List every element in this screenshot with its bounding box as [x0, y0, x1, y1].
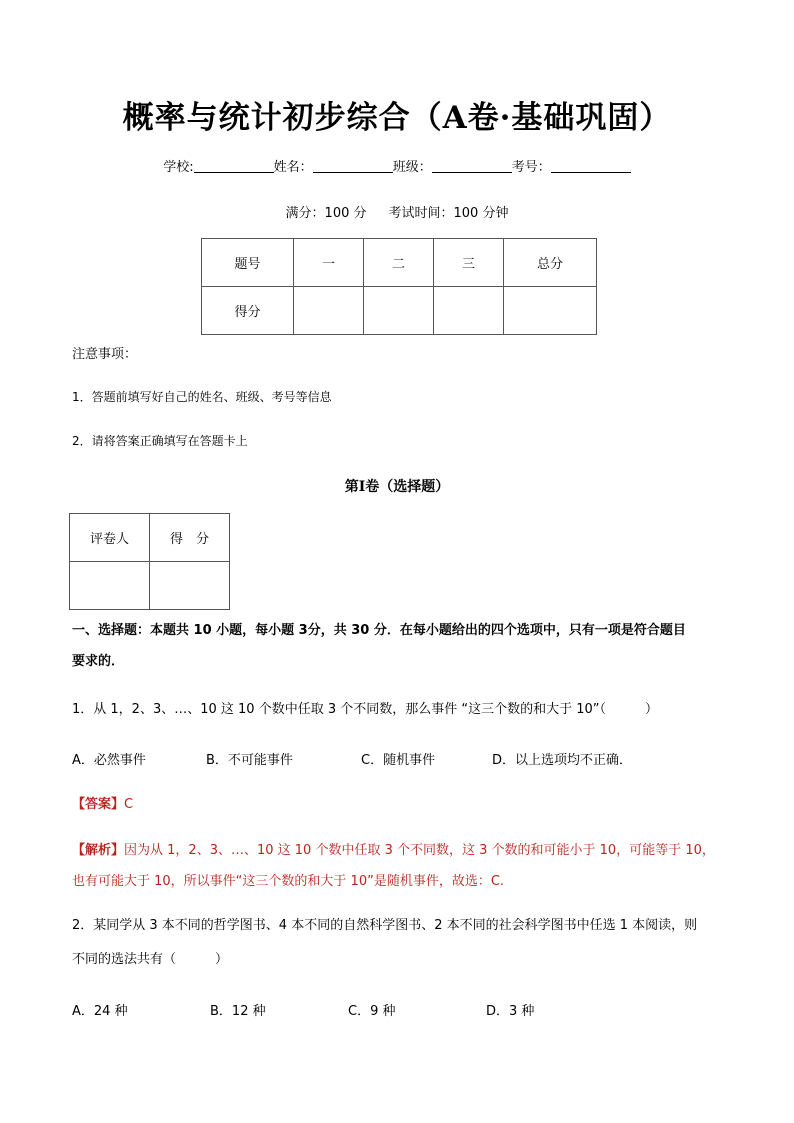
question-1-option-a[interactable]: A．必然事件 [72, 753, 146, 768]
part1-heading-cont: 要求的． [72, 654, 125, 669]
name-field[interactable] [313, 158, 393, 173]
score-cell[interactable] [364, 287, 434, 335]
exam-no-label: 考号： [511, 160, 551, 175]
question-1-answer [72, 793, 133, 812]
student-info-line [0, 156, 794, 175]
score-table-col: 总分 [504, 239, 597, 287]
question-1-option-c[interactable]: C．随机事件 [361, 753, 436, 768]
notes-title: 注意事项： [72, 347, 138, 362]
school-label: 学校: [163, 160, 194, 175]
grader-table [69, 513, 230, 610]
analysis-label: 【解析】 [72, 843, 125, 858]
exam-info [0, 202, 794, 221]
full-score: 满分：100 分 [285, 206, 367, 221]
score-cell[interactable] [434, 287, 504, 335]
notes-item: 2．请将答案正确填写在答题卡上 [72, 434, 248, 448]
score-table-col: 一 [294, 239, 364, 287]
question-1-option-b[interactable]: B．不可能事件 [206, 753, 293, 768]
analysis-text: 因为从 1，2、3、…、10 这 10 个数中任取 3 个不同数，这 3 个数的和可能小于 10，可能等于 10， [124, 843, 715, 858]
exam-no-field[interactable] [551, 158, 631, 173]
grader-cell[interactable] [70, 562, 150, 610]
score-label: 得 分 [150, 514, 230, 562]
answer-label: 【答案】 [72, 797, 125, 812]
class-field[interactable] [432, 158, 512, 173]
part1-heading: 一、选择题：本题共 10 小题，每小题 3分，共 30 分．在每小题给出的四个选项中，只有一项是符合题目 [72, 623, 686, 638]
grader-label: 评卷人 [70, 514, 150, 562]
class-label: 班级： [392, 160, 432, 175]
score-table-header-label: 题号 [202, 239, 294, 287]
question-2-option-d[interactable]: D．3 种 [486, 1004, 535, 1019]
question-2-stem: 2．某同学从 3 本不同的哲学图书、4 本不同的自然科学图书、2 本不同的社会科学图书中任选 1 本阅读，则 [72, 918, 698, 933]
section-title: 第Ⅰ卷（选择题） [344, 479, 450, 495]
answer-value: C [124, 797, 134, 812]
notes-item: 1．答题前填写好自己的姓名、班级、考号等信息 [72, 390, 332, 404]
name-label: 姓名： [273, 160, 313, 175]
school-field[interactable] [194, 158, 274, 173]
question-2-option-c[interactable]: C．9 种 [348, 1004, 396, 1019]
question-1-analysis [72, 839, 715, 858]
score-table-row-label: 得分 [202, 287, 294, 335]
score-cell[interactable] [504, 287, 597, 335]
exam-time: 考试时间：100 分钟 [388, 206, 509, 221]
question-2-option-a[interactable]: A．24 种 [72, 1004, 128, 1019]
question-1-option-d[interactable]: D．以上选项均不正确． [492, 753, 633, 768]
score-table-col: 三 [434, 239, 504, 287]
question-2-option-b[interactable]: B．12 种 [210, 1004, 266, 1019]
score-table-col: 二 [364, 239, 434, 287]
grade-score-cell[interactable] [150, 562, 230, 610]
score-table [201, 238, 597, 335]
question-1-analysis-cont: 也有可能大于 10，所以事件“这三个数的和大于 10”是随机事件，故选：C. [72, 874, 505, 889]
question-2-stem-cont: 不同的选法共有（ ） [72, 952, 229, 967]
score-cell[interactable] [294, 287, 364, 335]
question-1-stem: 1．从 1，2、3、…、10 这 10 个数中任取 3 个不同数，那么事件 “这三个数的和大于 10”（ ） [72, 702, 659, 717]
page-title: 概率与统计初步综合（A卷·基础巩固） [122, 100, 672, 136]
